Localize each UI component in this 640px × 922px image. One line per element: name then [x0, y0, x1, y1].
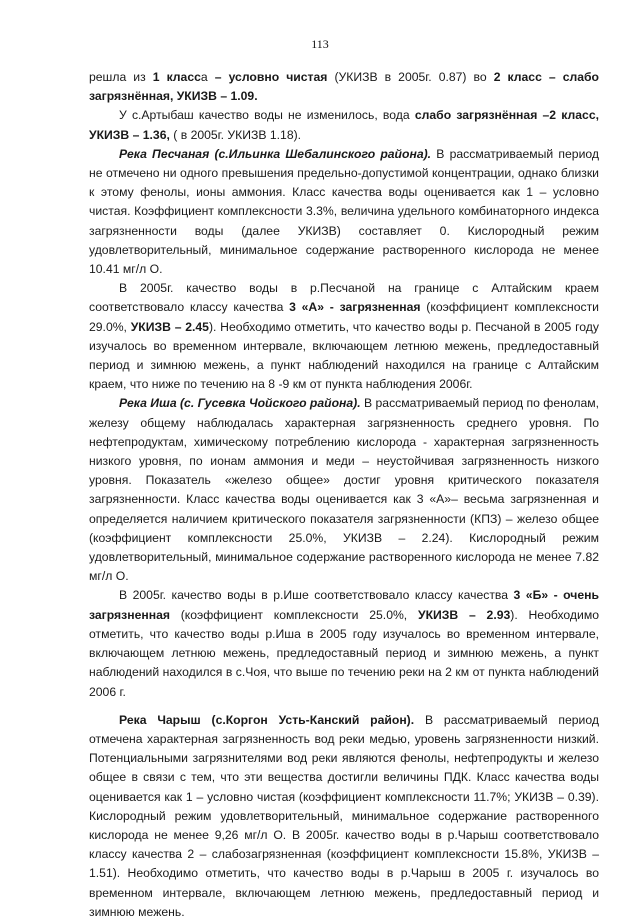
- paragraph: [89, 279, 599, 394]
- paragraph-text: В 2005г. качество воды в р.Ише соответствовало классу качества: [119, 588, 514, 603]
- emphasized-text: Река Иша (с. Гусевка Чойского района).: [119, 396, 361, 411]
- body-text: [89, 68, 599, 922]
- emphasized-text: УКИЗВ – 2.93: [417, 607, 511, 622]
- paragraph-text: В рассматриваемый период отмечена характерная загрязненность вод реки медью, уровень загрязненности низкий. Потенциальными загрязнителями вод реки являются фенолы, нефтепродукты и железо общее в связи с тем, что эти вещества достигли величины ПДК. Класс качества воды оценивается как 1 – условно чистая (коэффициент комплексности 11.7%; УКИЗВ – 0.39). Кислородный режим удовлетворительный, минимальное содержание растворенного кислорода не менее 9,26 мг/л О. В 2005г. качество воды в р.Чарыш соответствовало классу качества 2 – слабозагрязненная (коэффициент комплексности 15.8%, УКИЗВ – 1.51). Необходимо отметить, что качество воды в р.Чарыш в 2005 г. изучалось во временном интервале, включающем летнюю межень, предледоставный период и зимнюю межень.: [89, 712, 599, 919]
- paragraph: [89, 106, 599, 144]
- emphasized-text: – условно чистая: [214, 70, 328, 84]
- page-number: 113: [311, 37, 329, 51]
- emphasized-text: Река Песчаная (с.Ильинка Шебалинского района).: [119, 146, 432, 161]
- paragraph-text: В рассматриваемый период по фенолам, железу общему наблюдалась характерная загрязненность среднего уровня. По нефтепродуктам, химическому потреблению кислорода - характерная загрязненность низкого уровня, по ионам аммония и меди – неустойчивая загрязненность низкого уровня. Показатель «железо общее» достиг уровня критического показателя загрязненности. Класс качества воды оценивается как 3 «А»– весьма загрязненная и определяется наличием критического показателя загрязненности (КПЗ) – железо общее (коэффициент комплексности 25.0%, УКИЗВ – 2.24). Кислородный режим удовлетворительный, минимальное содержание растворенного кислорода не менее 7.82 мг/л О.: [89, 396, 599, 584]
- paragraph-text: (коэффициент комплексности 25.0%,: [169, 607, 418, 622]
- paragraph-text: В рассматриваемый период не отмечено ни одного превышения предельно-допустимой концентрации, однако близки к этому фенолы, ионы аммония. Класс качества воды оценивается как 1 – условно чистая. Коэффициент комплексности 3.3%, величина удельного комбинаторного индекса загрязненности воды (далее УКИЗВ) составляет 0. Кислородный режим удовлетворительный, минимальное содержание растворенного кислорода не менее 10.41 мг/л О.: [89, 146, 600, 277]
- paragraph-text: ( в 2005г. УКИЗВ 1.18).: [169, 127, 302, 142]
- paragraph: [89, 68, 599, 106]
- paragraph-text: ). Необходимо отметить, что качество воды р.Иша в 2005 году изучалось во временном интервале, включающем летнюю межень, предледоставный период и зимнюю межень, а пункт наблюдений находился в с.Чоя, что выше по течению реки на 2 км от пункта наблюдений 2006 г.: [89, 607, 599, 699]
- paragraph-text: В 2005г. качество воды в р.Песчаной на границе с Алтайским краем соответствовало классу качества: [89, 281, 599, 315]
- emphasized-text: Река Чарыш (с.Коргон Усть-Канский район).: [119, 712, 415, 727]
- paragraph-text: (УКИЗВ в 2005г. 0.87) во: [327, 70, 494, 84]
- emphasized-text: 3 «Б» - очень загрязненная: [89, 588, 599, 622]
- paragraph-text: решла из: [89, 70, 153, 84]
- emphasized-text: 1 класс: [152, 70, 201, 84]
- paragraph: [89, 711, 599, 922]
- paragraph: [89, 145, 599, 279]
- emphasized-text: 2 класс – слабо загрязнённая, УКИЗВ – 1.09.: [89, 70, 599, 104]
- emphasized-text: 3 «А» - загрязненная: [289, 300, 421, 315]
- paragraph-text: (коэффициент комплексности 29.0%,: [89, 300, 599, 334]
- paragraph: [89, 586, 599, 701]
- paragraph-text: ). Необходимо отметить, что качество воды р. Песчаной в 2005 году изучалось во временном интервале, включающем летнюю межень, предледоставный период и зимнюю межень, а пункт наблюдений находился на границе с Алтайским краем, что ниже по течению на 8 -9 км от пункта наблюдения 2006г.: [89, 319, 599, 392]
- paragraph-text: У с.Артыбаш качество воды не изменилось, вода: [119, 108, 415, 123]
- emphasized-text: слабо загрязнённая –2 класс, УКИЗВ – 1.36,: [89, 108, 599, 142]
- paragraph-text: а: [200, 70, 215, 84]
- emphasized-text: УКИЗВ – 2.45: [130, 319, 209, 334]
- paragraph: [89, 394, 599, 586]
